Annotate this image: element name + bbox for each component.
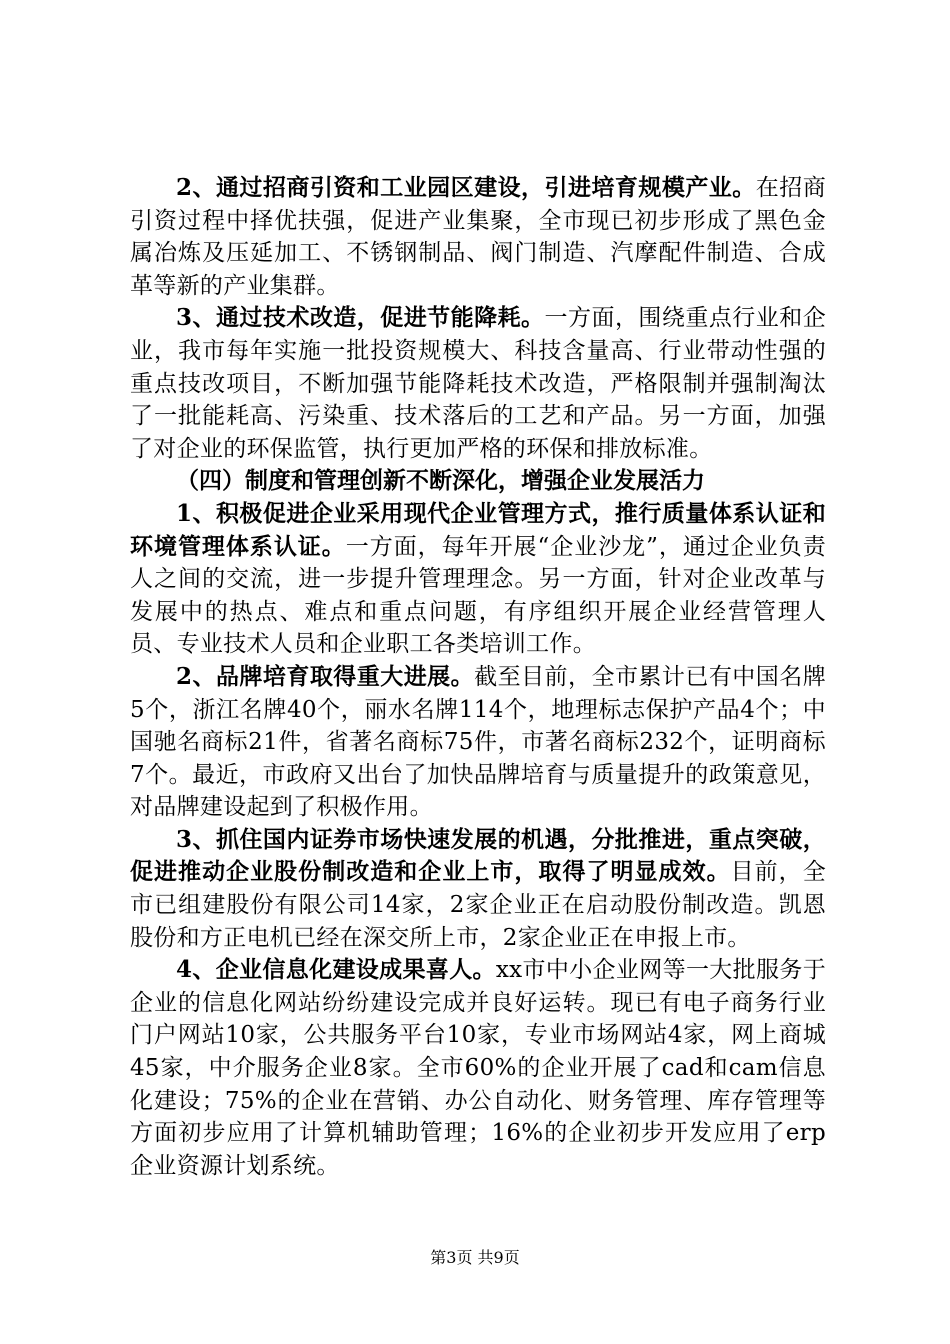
paragraph-industry-clusters xyxy=(130,172,826,302)
paragraph-lead: 4、企业信息化建设成果喜人。 xyxy=(176,956,496,984)
paragraph-text: 目前，全市已组建股份有限公司14家，2家企业正在启动股份制改造。凯恩股份和方正电机已经在深交所上市，2家企业正在申报上市。 xyxy=(130,859,826,951)
paragraph-lead: 3、抓住国内证券市场快速发展的机遇，分批推进，重点突破，促进推动企业股份制改造和企业上市，取得了明显成效。 xyxy=(130,825,826,886)
page-number-footer: 第3页 共9页 xyxy=(430,1248,520,1267)
document-body xyxy=(130,172,826,1182)
paragraph-tech-upgrade xyxy=(130,302,826,465)
paragraph-lead: 2、品牌培育取得重大进展。 xyxy=(176,662,475,690)
paragraph-informatization xyxy=(130,954,826,1182)
paragraph-lead: 1、积极促进企业采用现代企业管理方式，推行质量体系认证和环境管理体系认证。 xyxy=(130,499,826,560)
paragraph-text: xx市中小企业网等一大批服务于企业的信息化网站纷纷建设完成并良好运转。现已有电子商务行业门户网站10家，公共服务平台10家，专业市场网站4家，网上商城45家，中介服务企业8家。全市60%的企业开展了cad和cam信息化建设；75%的企业在营销、办公自动化、财务管理、库存管理等方面初步应用了计算机辅助管理；16%的企业初步开发应用了erp企业资源计划系统。 xyxy=(130,957,826,1179)
paragraph-text: 截至目前，全市累计已有中国名牌5个，浙江名牌40个，丽水名牌114个，地理标志保护产品4个；中国驰名商标21件，省著名商标75件，市著名商标232个，证明商标7个。最近，市政府又出台了加快品牌培育与质量提升的政策意见，对品牌建设起到了积极作用。 xyxy=(130,663,827,821)
paragraph-text: 在招商引资过程中择优扶强，促进产业集聚，全市现已初步形成了黑色金属冶炼及压延加工、不锈钢制品、阀门制造、汽摩配件制造、合成革等新的产业集群。 xyxy=(130,175,826,299)
paragraph-management xyxy=(130,498,826,661)
paragraph-text: 一方面，围绕重点行业和企业，我市每年实施一批投资规模大、科技含量高、行业带动性强的重点技改项目，不断加强节能降耗技术改造，严格限制并强制淘汰了一批能耗高、污染重、技术落后的工艺和产品。另一方面，加强了对企业的环保监管，执行更加严格的环保和排放标准。 xyxy=(130,305,826,462)
section-heading: （四）制度和管理创新不断深化，增强企业发展活力 xyxy=(176,467,705,495)
paragraph-lead: 2、通过招商引资和工业园区建设，引进培育规模产业。 xyxy=(176,174,756,201)
paragraph-brands xyxy=(130,661,826,824)
paragraph-listing xyxy=(130,824,826,954)
paragraph-text: 一方面，每年开展“企业沙龙”，通过企业负责人之间的交流，进一步提升管理理念。另一方面，针对企业改革与发展中的热点、难点和重点问题，有序组织开展企业经营管理人员、专业技术人员和企业职工各类培训工作。 xyxy=(130,533,826,658)
paragraph-lead: 3、通过技术改造，促进节能降耗。 xyxy=(176,304,545,332)
